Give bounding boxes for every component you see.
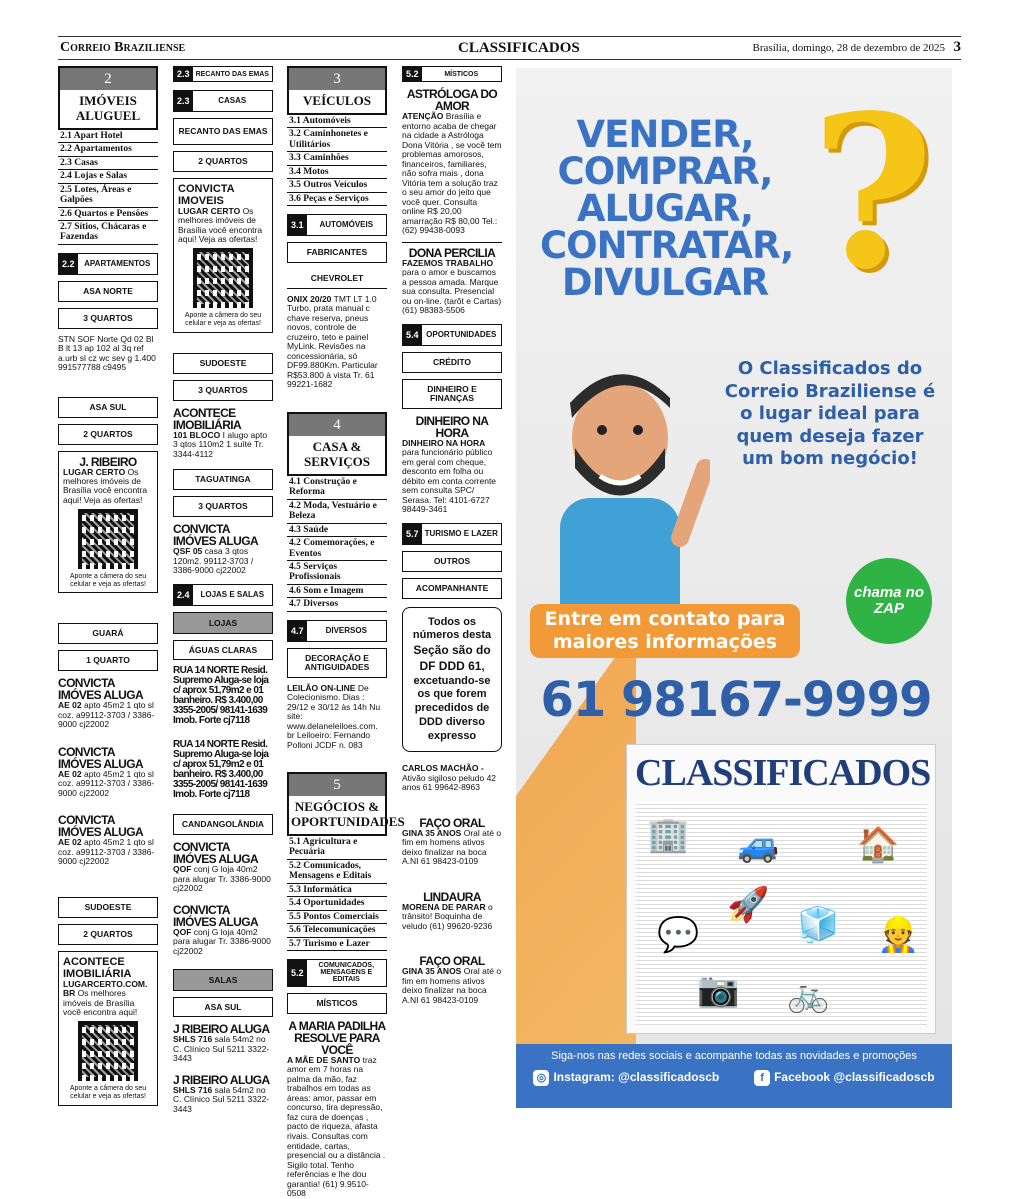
classified-ad xyxy=(402,891,502,932)
qr-code-icon[interactable] xyxy=(193,248,253,308)
subcategory-label: SALAS xyxy=(173,969,273,991)
qr-ad xyxy=(58,451,158,594)
ad-heading: J. RIBEIRO xyxy=(79,454,137,469)
classified-ad xyxy=(58,746,158,799)
classified-ad xyxy=(402,817,502,867)
ad-lead: GINA 35 ANOS xyxy=(402,966,462,977)
classified-ad xyxy=(58,814,158,867)
category-label: FABRICANTES xyxy=(287,242,387,263)
column-imoveis xyxy=(58,66,158,1106)
classified-ad xyxy=(173,523,273,576)
social-footer xyxy=(516,1044,952,1108)
classified-ad xyxy=(173,1074,273,1115)
ad-heading: ACONTECE IMOBILIÁRIA xyxy=(173,405,242,432)
ad-text: Brasília e entorno acaba de chegar na cidade a Astróloga Dona Vitória , se você tem problemas amorosos, financeiros, familiares, não sofra mais , dona Vitória tem a solução traz o seu amor do jeito que você quer. Consulta online R$ 20,00 amarração R$ 80,00 Tel.: (62) 99438-0093 xyxy=(402,111,502,236)
notice-text: , excetuando-se os que forem precedidos de DDD diverso expresso xyxy=(413,660,491,742)
classified-ad xyxy=(402,88,502,236)
qr-caption: Aponte a câmera do seu celular e veja as ofertas! xyxy=(69,572,147,588)
ad-heading: FAÇO ORAL xyxy=(419,954,485,969)
area-label: ASA SUL xyxy=(173,997,273,1018)
instagram-icon: ◎ xyxy=(533,1070,549,1086)
category-label: DECORAÇÃO E ANTIGUIDADES xyxy=(287,648,387,678)
subsection-list xyxy=(287,476,387,612)
ad-heading: CONVICTA IMOVEIS xyxy=(178,182,235,207)
section-name: CASA & SERVIÇOS xyxy=(303,439,370,469)
section-header xyxy=(287,772,405,836)
ad-lead: AE 02 xyxy=(58,837,82,848)
classified-ad xyxy=(287,295,387,390)
ad-text: Oral até o fim em homens ativos deixo finalizar na boca A.NI 61 98423-0109 xyxy=(402,966,502,1005)
ad-lead: 101 BLOCO xyxy=(173,429,221,440)
rooms-label: 1 QUARTO xyxy=(58,650,158,671)
ad-lead: QOF xyxy=(173,864,192,875)
tag-label: TURISMO E LAZER xyxy=(424,528,498,538)
worker-icon: 👷 xyxy=(877,916,920,954)
subsection-item[interactable]: 4.6 Som e Imagem xyxy=(287,585,387,598)
area-label: ASA NORTE xyxy=(58,281,158,302)
ad-text: traz amor em 7 horas na palma da mão, faz trabalhos em todas as áreas: amor, passar em concurso, tira depressão, faz cura de doenças , pacto de riqueza, afasta rivais. Consultas com entidade, cartas, presencial ou a distância . Sigilo total. Tenho referências e lhe dou garantia! (61) 9.9510-0508 xyxy=(287,1054,386,1199)
subsection-item[interactable]: 2.4 Lojas e Salas xyxy=(58,170,158,183)
facebook-link[interactable] xyxy=(754,1070,934,1086)
tag-label: RECANTO DAS EMAS xyxy=(195,70,269,78)
ad-heading: ACONTECE IMOBILIÁRIA xyxy=(63,955,132,980)
ad-heading: CONVICTA IMÓVES ALUGA xyxy=(58,744,144,771)
car-icon: 🚙 xyxy=(737,826,780,864)
category-tag xyxy=(402,523,502,545)
ad-lead: LEILÃO ON-LINE xyxy=(287,682,356,693)
social-footer-text: Siga-nos nas redes sociais e acompanhe todas as novidades e promoções xyxy=(551,1050,917,1062)
section-title: CLASSIFICADOS xyxy=(458,40,580,56)
rooms-label: 2 QUARTOS xyxy=(173,151,273,172)
subsection-item[interactable]: 5.5 Pontos Comerciais xyxy=(287,911,387,924)
ad-heading: CONVICTA IMÓVES ALUGA xyxy=(173,902,259,929)
ad-heading: ASTRÓLOGA DO AMOR xyxy=(406,87,498,113)
qr-ad xyxy=(173,178,273,333)
ad-heading: J RIBEIRO ALUGA xyxy=(173,1072,270,1087)
ad-text: apto 45m2 1 qto sl coz. a99112-3703 / 3386-9000 cj22002 xyxy=(58,837,155,867)
tag-number: 3.1 xyxy=(288,215,307,235)
subsection-item[interactable]: 3.1 Automóveis xyxy=(287,115,387,128)
subsection-item[interactable]: 2.6 Quartos e Pensões xyxy=(58,208,158,221)
ad-text: Ativão sigiloso peludo 42 anos 61 99642-8963 xyxy=(402,772,497,793)
notice-emphasis: Seção são do DF DDD 61 xyxy=(413,643,491,673)
tag-label: DIVERSOS xyxy=(325,625,367,635)
tag-label: COMUNICADOS, MENSAGENS E EDITAIS xyxy=(318,962,375,984)
subsection-item[interactable]: 4.5 Serviços Profissionais xyxy=(287,561,387,585)
ad-lead: ATENÇÃO xyxy=(402,111,444,121)
ad-lead: SHLS 716 xyxy=(173,1034,213,1045)
section-name: VEÍCULOS xyxy=(303,93,371,108)
column-veiculos-servicos xyxy=(287,66,405,1199)
section-name: NEGÓCIOS & OPORTUNIDADES xyxy=(291,799,405,830)
issue-date: Brasília, domingo, 28 de dezembro de 2025 xyxy=(752,42,945,54)
building-icon: 🏢 xyxy=(647,816,690,854)
ad-text: Oral até o fim em homens ativos deixo finalizar na boca A.NI 61 98423-0109 xyxy=(402,827,502,867)
subsection-item[interactable]: 3.4 Motos xyxy=(287,166,387,179)
page-number: 3 xyxy=(953,39,961,55)
subsection-item[interactable]: 4.2 Moda, Vestuário e Beleza xyxy=(287,500,387,524)
section-header xyxy=(287,412,387,476)
notice-text: Todos os números desta xyxy=(412,615,492,642)
subsection-item[interactable]: 4.3 Saúde xyxy=(287,524,387,537)
subsection-item[interactable]: 3.5 Outros Veículos xyxy=(287,179,387,192)
tag-number: 5.4 xyxy=(403,325,422,345)
subsection-item[interactable]: 3.2 Caminhonetes e Utilitários xyxy=(287,128,387,152)
category-tag xyxy=(402,66,502,82)
ad-lead: A MÃE DE SANTO xyxy=(287,1054,361,1065)
category-tag xyxy=(173,584,273,606)
ad-heading: CONVICTA IMÓVES ALUGA xyxy=(173,522,259,549)
category-label: MÍSTICOS xyxy=(287,993,387,1014)
ad-heading: A MARIA PADILHA RESOLVE PARA VOCÊ xyxy=(288,1018,386,1057)
ad-heading: LINDAURA xyxy=(423,889,481,904)
category-tag xyxy=(58,253,158,275)
ad-text: Os melhores imóveis de Brasília você encontra aqui! xyxy=(63,988,138,1017)
category-label: ACOMPANHANTE xyxy=(402,578,502,599)
tag-number: 4.7 xyxy=(288,621,307,641)
ad-text: I alugo apto 3 qtos 110m2 1 suíte Tr. 3344-4112 xyxy=(173,429,268,459)
section-header xyxy=(287,66,387,115)
ad-text: para funcionário público em geral com cheque, desconto em folha ou débito em conta corrente sem consulta SPC/ Serasa. Tel: 4101-6727 98449-3461 xyxy=(402,447,497,515)
ad-lead: RUA 14 NORTE Resid. Supremo Aluga-se loja c/ aprox 51,79m2 e 01 banheiro. R$ 3.400,00 3355-2005/ 98141-1639 Imob. Forte cj7118 xyxy=(173,739,269,801)
section-header xyxy=(58,66,158,130)
area-label: TAGUATINGA xyxy=(173,469,273,490)
area-label: ÁGUAS CLARAS xyxy=(173,640,273,661)
ad-heading: CONVICTA IMÓVES ALUGA xyxy=(173,840,259,867)
ad-text: sala 54m2 no C. Clínico Sul 5211 3322-3443 xyxy=(173,1034,270,1064)
classified-ad xyxy=(173,407,273,460)
category-label: OUTROS xyxy=(402,551,502,572)
instagram-link[interactable] xyxy=(533,1070,719,1086)
ad-lead: QSF 05 xyxy=(173,546,203,557)
classified-ad: STN SOF Norte Qd 02 Bl B lt 13 ap 102 al 3q ref a.urb sl cz wc sev g 1.400 991577788 c9495 xyxy=(58,333,156,373)
ad-text: apto 45m2 1 qto sl coz. a99112-3703 / 3386-9000 cj22002 xyxy=(58,700,155,730)
ad-lead: LUGAR CERTO xyxy=(63,466,126,477)
category-tag xyxy=(287,620,387,642)
ad-lead: QOF xyxy=(173,926,192,937)
ad-heading: DONA PERCILIA xyxy=(408,245,496,260)
contact-banner: Entre em contato para maiores informações xyxy=(530,604,800,658)
category-label: CRÉDITO xyxy=(402,352,502,373)
subsection-item[interactable]: 5.1 Agricultura e Pecuária xyxy=(287,836,387,860)
subsection-item[interactable]: 2.7 Sítios, Chácaras e Fazendas xyxy=(58,221,158,245)
ad-text: casa 3 qtos 120m2. 99112-3703 / 3386-9000 cj22002 xyxy=(173,546,254,576)
category-tag xyxy=(287,959,387,987)
classified-ad xyxy=(402,955,502,1005)
section-number: 4 xyxy=(289,414,385,436)
classificados-promo-ad[interactable] xyxy=(516,68,952,1108)
ad-text: Os melhores imóveis de Brasília você encontra aqui! Veja as ofertas! xyxy=(63,466,148,505)
ad-lead: DINHEIRO NA HORA xyxy=(402,437,486,448)
tag-number: 2.2 xyxy=(59,254,78,274)
ad-text: o trânsito! Boquinha de veludo (61) 99620-9236 xyxy=(402,901,493,931)
tag-number: 5.2 xyxy=(288,960,307,986)
ad-text: conj G loja 40m2 para alugar Tr. 3386-9000 cj22002 xyxy=(173,864,271,894)
area-label: RECANTO DAS EMAS xyxy=(173,118,273,145)
area-label: GUARÁ xyxy=(58,623,158,644)
ad-text: apto 45m2 1 qto sl coz. a99112-3703 / 3386-9000 cj22002 xyxy=(58,768,155,798)
instagram-handle: Instagram: @classificadoscb xyxy=(553,1070,720,1085)
promo-headline: VENDER, COMPRAR, ALUGAR, CONTRATAR, DIVULGAR xyxy=(540,113,794,304)
ad-lead: SHLS 716 xyxy=(173,1084,213,1095)
tag-number: 2.3 xyxy=(174,91,193,111)
section-number: 3 xyxy=(289,68,385,90)
classified-ad xyxy=(402,242,502,316)
question-mark-icon: ? xyxy=(810,69,934,316)
subsection-item[interactable]: 3.6 Peças e Serviços xyxy=(287,193,387,206)
subsection-item[interactable]: 2.2 Apartamentos xyxy=(58,143,158,156)
subsection-item[interactable]: 5.4 Oportunidades xyxy=(287,897,387,910)
section-number: 5 xyxy=(289,774,385,796)
subsection-item[interactable]: 2.5 Lotes, Áreas e Galpões xyxy=(58,184,158,208)
brand-label: CHEVROLET xyxy=(287,269,387,289)
tag-label: AUTOMÓVEIS xyxy=(319,220,374,229)
category-tag xyxy=(173,66,273,82)
rocket-icon: 🚀 xyxy=(727,886,770,924)
column-casas-lojas xyxy=(173,66,273,1115)
ad-heading: J RIBEIRO ALUGA xyxy=(173,1022,270,1037)
classified-ad xyxy=(287,684,387,751)
tag-label: CASAS xyxy=(218,96,247,105)
ad-heading: DINHEIRO NA HORA xyxy=(415,413,489,440)
classified-ad xyxy=(287,1020,387,1199)
bicycle-icon: 🚲 xyxy=(787,976,830,1014)
subsection-item[interactable]: 4.2 Comemorações, e Eventos xyxy=(287,537,387,561)
ad-lead: RUA 14 NORTE Resid. Supremo Aluga-se loja c/ aprox 51,79m2 e 01 banheiro. R$ 3.400,00 3355-2005/ 98141-1639 Imob. Forte cj7118 xyxy=(173,665,269,727)
ad-text: De Colecionismo. Dias : 29/12 e 30/12 às 14h Nu site: www.delaneleiloes.com. br Leiloeiro: Fernando Polloni JCDF n. 083 xyxy=(287,682,381,750)
subsection-item[interactable]: 2.3 Casas xyxy=(58,157,158,170)
ad-lead: AE 02 xyxy=(58,700,82,711)
qr-code-icon[interactable] xyxy=(78,509,138,569)
qr-caption: Aponte a câmera do seu celular e veja as ofertas! xyxy=(184,312,262,328)
ad-lead: FAZEMOS TRABALHO xyxy=(402,257,494,268)
rooms-label: 3 QUARTOS xyxy=(58,308,158,329)
tag-number: 5.2 xyxy=(403,67,422,81)
tag-label: OPORTUNIDADES xyxy=(426,329,497,339)
section-name: IMÓVEIS ALUGUEL xyxy=(75,93,141,123)
qr-caption: Aponte a câmera do seu celular e veja as ofertas! xyxy=(69,1085,147,1100)
phone-number[interactable]: 61 98167-9999 xyxy=(540,672,932,728)
camera-icon: 📷 xyxy=(697,971,740,1009)
rooms-label: 3 QUARTOS xyxy=(173,380,273,401)
subsection-list xyxy=(287,836,387,951)
subcategory-label: LOJAS xyxy=(173,612,273,634)
ad-lead: CARLOS MACHÃO - xyxy=(402,763,484,774)
subsection-item[interactable]: 2.1 Apart Hotel xyxy=(58,130,158,143)
qr-code-icon[interactable] xyxy=(78,1021,138,1081)
tag-number: 5.7 xyxy=(403,524,422,544)
classified-ad xyxy=(173,841,273,894)
facebook-icon: f xyxy=(754,1070,770,1086)
ad-lead: MORENA DE PARAR xyxy=(402,901,486,912)
tag-label: APARTAMENTOS xyxy=(84,258,151,268)
tag-number: 2.4 xyxy=(174,585,193,605)
publication-name: Correio Braziliense xyxy=(60,40,186,55)
chat-bubble-icon: 💬 xyxy=(657,916,700,954)
category-label: DINHEIRO E FINANÇAS xyxy=(402,379,502,409)
ad-text: conj G loja 40m2 para alugar Tr. 3386-9000 cj22002 xyxy=(173,926,271,956)
category-tag xyxy=(287,214,387,236)
house-icon: 🏠 xyxy=(857,826,900,864)
subsection-list xyxy=(58,130,158,245)
subsection-list xyxy=(287,115,387,206)
ad-heading: FAÇO ORAL xyxy=(419,815,485,830)
pointing-man-illustration xyxy=(530,348,710,648)
ad-lead: AE 02 xyxy=(58,768,82,779)
area-label: SUDOESTE xyxy=(173,353,273,374)
classified-ad xyxy=(58,677,158,730)
newspaper-illustration xyxy=(626,744,936,1034)
classified-ad xyxy=(173,904,273,957)
rooms-label: 2 QUARTOS xyxy=(58,424,158,445)
rooms-label: 2 QUARTOS xyxy=(58,924,158,945)
masthead xyxy=(58,36,961,60)
ad-lead: LUGAR CERTO xyxy=(178,206,241,217)
classified-ad xyxy=(173,740,273,800)
paper-title: CLASSIFICADOS xyxy=(635,752,931,794)
qr-ad xyxy=(58,951,158,1106)
area-label: ASA SUL xyxy=(58,397,158,418)
tag-label: LOJAS E SALAS xyxy=(200,589,265,599)
rooms-label: 3 QUARTOS xyxy=(173,496,273,517)
classified-ad xyxy=(173,1023,273,1064)
subsection-item[interactable]: 5.6 Telecomunicações xyxy=(287,924,387,937)
ad-lead: ONIX 20/20 xyxy=(287,293,332,304)
subsection-item[interactable]: 4.1 Construção e Reforma xyxy=(287,476,387,500)
area-label: SUDOESTE xyxy=(58,897,158,918)
fridge-icon: 🧊 xyxy=(797,906,840,944)
area-label: CANDANGOLÂNDIA xyxy=(173,814,273,835)
ad-lead: GINA 35 ANOS xyxy=(402,827,462,838)
tag-label: MÍSTICOS xyxy=(444,70,479,78)
column-misticos-oportunidades xyxy=(402,66,502,1006)
section-number: 2 xyxy=(60,68,156,90)
ad-text: Os melhores imóveis de Brasília você encontra aqui! Veja as ofertas! xyxy=(178,206,263,245)
ad-text: para o amor e buscamos a pessoa amada. Marque sua consulta. Presencial ou on-line. (tarôt e Cartas) (61) 98383-5506 xyxy=(402,267,502,316)
ad-heading: CONVICTA IMÓVES ALUGA xyxy=(58,676,144,703)
classified-ad xyxy=(402,415,502,515)
tag-number: 2.3 xyxy=(174,67,193,81)
category-tag xyxy=(173,90,273,112)
ddd-notice xyxy=(402,607,502,753)
promo-blurb: O Classificados do Correio Braziliense é o lugar ideal para quem deseja fazer um bom negócio! xyxy=(724,358,936,469)
category-tag xyxy=(402,324,502,346)
ad-text: TMT LT 1.0 Turbo, prata manual c chave reserva, pneus novos, controle de cruzeiro, teto e painel MyLink. Revisões na concessionária, só DF99.880Km. Particular R$53.800 à vista Tr. 61 99221-1682 xyxy=(287,293,378,390)
whatsapp-chat-icon[interactable]: chama no ZAP xyxy=(846,558,932,644)
ad-text: sala 54m2 no C. Clínico Sul 5211 3322-3443 xyxy=(173,1084,270,1114)
subsection-item[interactable]: 5.7 Turismo e Lazer xyxy=(287,938,387,951)
facebook-handle: Facebook @classificadoscb xyxy=(774,1070,935,1085)
classified-ad xyxy=(402,764,502,793)
ad-lead: LUGARCERTO.COM. BR xyxy=(63,978,148,999)
subsection-item[interactable]: 3.3 Caminhões xyxy=(287,152,387,165)
subsection-item[interactable]: 5.2 Comunicados, Mensagens e Editais xyxy=(287,860,387,884)
subsection-item[interactable]: 5.3 Informática xyxy=(287,884,387,897)
classified-ad xyxy=(173,666,273,726)
subsection-item[interactable]: 4.7 Diversos xyxy=(287,598,387,611)
ad-heading: CONVICTA IMÓVES ALUGA xyxy=(58,813,144,840)
